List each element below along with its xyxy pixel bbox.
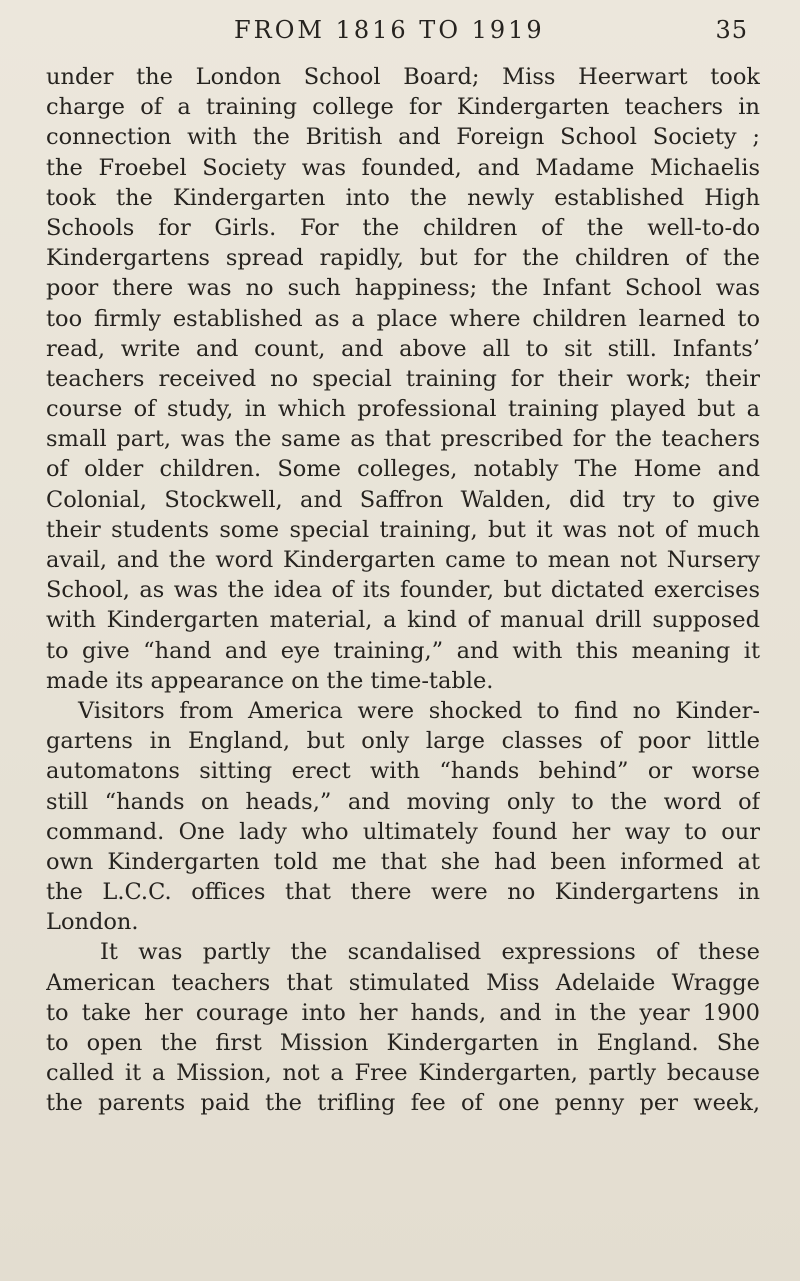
paragraph-last-line: London. <box>46 909 139 936</box>
text-line: own Kindergarten told me that she had been informed at <box>46 848 760 875</box>
text-line: gartens in England, but only large classes of poor little <box>46 728 760 755</box>
text-line: the parents paid the trifling fee of one penny per week, <box>46 1090 760 1117</box>
paragraph-last-line: made its appearance on the time-table. <box>46 667 494 694</box>
text-line: Colonial, Stockwell, and Saffron Walden, did try to give <box>46 486 760 513</box>
text-line: poor there was no such happiness; the Infant School was <box>46 275 760 302</box>
text-line: to give “hand and eye training,” and with this meaning it <box>46 637 760 664</box>
text-line: American teachers that stimulated Miss Adelaide Wragge <box>46 969 760 996</box>
page-number: 35 <box>715 16 748 44</box>
body-text <box>46 62 760 1119</box>
running-title: FROM 1816 TO 1919 <box>234 16 545 44</box>
text-line: small part, was the same as that prescribed for the teachers <box>46 426 760 453</box>
text-line: course of study, in which professional training played but a <box>46 396 760 423</box>
text-line: teachers received no special training for their work; their <box>46 365 760 392</box>
text-line: connection with the British and Foreign School Society ; <box>46 124 760 151</box>
text-line: under the London School Board; Miss Heerwart took <box>46 64 760 90</box>
text-line: still “hands on heads,” and moving only to the word of <box>46 788 760 815</box>
text-line: to open the first Mission Kindergarten in England. She <box>46 1030 760 1056</box>
text-line: their students some special training, but it was not of much <box>46 516 760 543</box>
text-line: with Kindergarten material, a kind of manual drill supposed <box>46 607 760 634</box>
text-line: command. One lady who ultimately found her way to our <box>46 818 760 845</box>
text-line: too firmly established as a place where children learned to <box>46 305 760 332</box>
text-line: Kindergartens spread rapidly, but for the children of the <box>46 245 760 272</box>
text-line: automatons sitting erect with “hands behind” or worse <box>46 758 760 785</box>
text-line: took the Kindergarten into the newly established High <box>46 184 760 211</box>
paragraph-first-line: Visitors from America were shocked to find no Kinder- <box>78 697 760 724</box>
text-line: avail, and the word Kindergarten came to mean not Nursery <box>46 547 760 573</box>
text-line: the Froebel Society was founded, and Madame Michaelis <box>46 154 760 181</box>
text-line: called it a Mission, not a Free Kindergarten, partly because <box>46 1060 760 1087</box>
paragraph-first-line: It was partly the scandalised expressions of these <box>100 939 760 966</box>
text-line: the L.C.C. offices that there were no Kindergartens in <box>46 879 760 906</box>
text-line: read, write and count, and above all to sit still. Infants’ <box>46 335 760 362</box>
running-head <box>46 0 760 62</box>
text-line: Schools for Girls. For the children of the well-to-do <box>46 214 760 241</box>
text-line: of older children. Some colleges, notably The Home and <box>46 456 760 483</box>
text-line: to take her courage into her hands, and in the year 1900 <box>46 999 760 1026</box>
text-line: charge of a training college for Kindergarten teachers in <box>46 94 760 121</box>
text-line: School, as was the idea of its founder, but dictated exercises <box>46 577 760 604</box>
